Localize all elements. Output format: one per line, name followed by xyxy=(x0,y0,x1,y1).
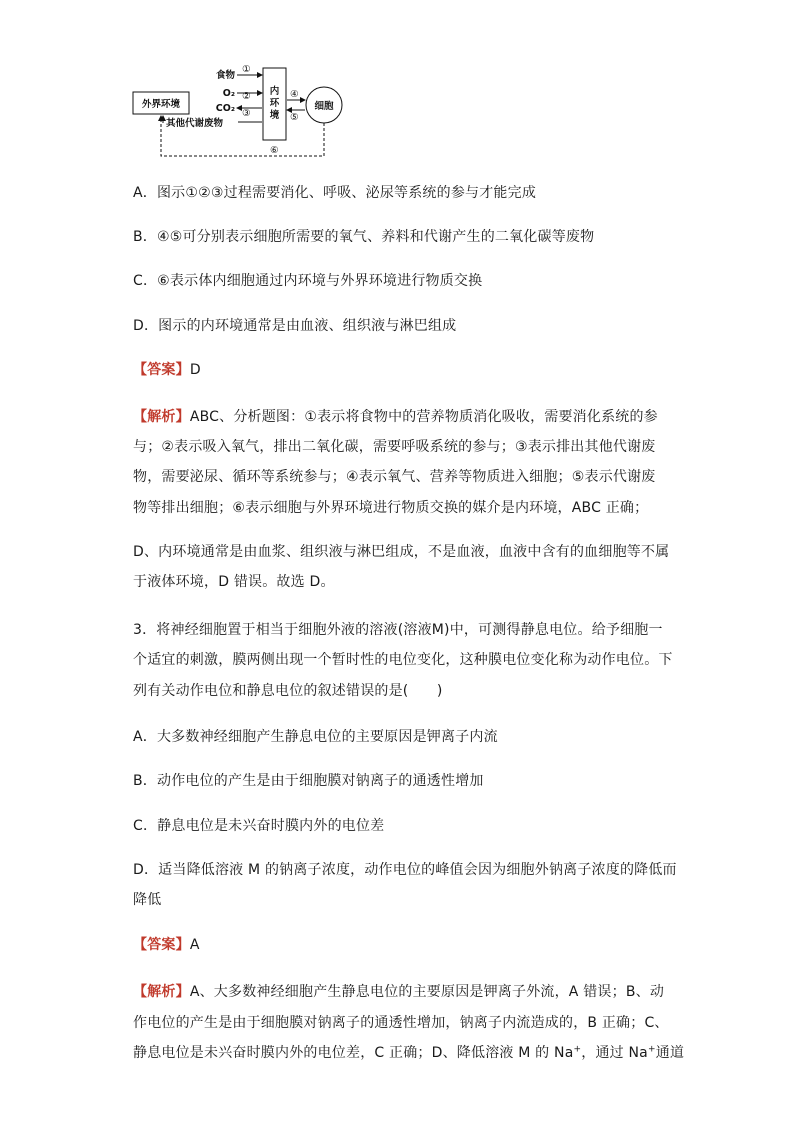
q2-option-c: C．⑥表示体内细胞通过内环境与外界环境进行物质交换 xyxy=(133,273,483,289)
outer-env-label: 外界环境 xyxy=(141,99,181,110)
answer-value: A xyxy=(189,937,200,953)
q2-analysis-line-2: 与；②表示吸入氧气，排出二氧化碳，需要呼吸系统的参与；③表示排出其他代谢废 xyxy=(133,439,656,455)
analysis-text-c: 通道 xyxy=(655,1045,685,1061)
inner-env-char-3: 境 xyxy=(269,110,280,121)
num-2: ② xyxy=(242,91,251,102)
q3-option-a: A．大多数神经细胞产生静息电位的主要原因是钾离子内流 xyxy=(133,729,498,745)
superscript-plus: + xyxy=(647,1044,656,1055)
answer-tag: 【答案】 xyxy=(133,937,190,953)
cell-label: 细胞 xyxy=(314,101,334,112)
q3-option-d-line-2: 降低 xyxy=(133,892,162,908)
q3-answer xyxy=(133,934,673,956)
q2-option-b: B．④⑤可分别表示细胞所需要的氧气、养料和代谢产生的二氧化碳等废物 xyxy=(133,229,595,245)
q2-analysis-line-5: D、内环境通常是由血浆、组织液与淋巴组成，不是血液，血液中含有的血细胞等不属 xyxy=(133,544,670,560)
q2-analysis-line-6: 于液体环境，D 错误。故选 D。 xyxy=(133,574,335,590)
q2-answer xyxy=(133,359,673,381)
num-5: ⑤ xyxy=(290,112,299,123)
q3-analysis-line-2: 作电位的产生是由于细胞膜对钠离子的通透性增加，钠离子内流造成的，B 正确；C、 xyxy=(133,1015,669,1031)
analysis-text: A、大多数神经细胞产生静息电位的主要原因是钾离子外流，A 错误；B、动 xyxy=(189,984,665,1000)
analysis-text: ABC、分析题图：①表示将食物中的营养物质消化吸收，需要消化系统的参 xyxy=(189,409,658,425)
q2-analysis-line-1 xyxy=(133,406,673,428)
inner-env-char-1: 内 xyxy=(269,86,280,97)
q3-option-c: C．静息电位是未兴奋时膜内外的电位差 xyxy=(133,818,385,834)
num-4: ④ xyxy=(290,89,299,100)
o2-label: O₂ xyxy=(222,88,235,99)
num-3: ③ xyxy=(242,108,251,119)
analysis-text-a: 静息电位是未兴奋时膜内外的电位差，C 正确；D、降低溶液 M 的 Na xyxy=(133,1045,574,1061)
food-label: 食物 xyxy=(215,70,235,81)
co2-label: CO₂ xyxy=(215,103,235,114)
q2-analysis-line-4: 物等排出细胞；⑥表示细胞与外界环境进行物质交换的媒介是内环境，ABC 正确； xyxy=(133,500,649,516)
analysis-text-b: ，通过 Na xyxy=(581,1045,648,1061)
num-6: ⑥ xyxy=(270,145,279,156)
q2-option-d: D．图示的内环境通常是由血液、组织液与淋巴组成 xyxy=(133,318,457,334)
analysis-tag: 【解析】 xyxy=(133,409,190,425)
superscript-plus: + xyxy=(573,1044,582,1055)
q3-analysis-line-3 xyxy=(133,1042,685,1064)
q3-option-b: B．动作电位的产生是由于细胞膜对钠离子的通透性增加 xyxy=(133,773,484,789)
q3-analysis-line-1 xyxy=(133,981,673,1003)
q2-analysis-line-3: 物，需要泌尿、循环等系统参与；④表示氧气、营养等物质进入细胞；⑤表示代谢废 xyxy=(133,469,656,485)
q3-stem-line-1: 3．将神经细胞置于相当于细胞外液的溶液(溶液M)中，可测得静息电位。给予细胞一 xyxy=(133,622,663,638)
q3-stem-line-3: 列有关动作电位和静息电位的叙述错误的是( ) xyxy=(133,683,443,699)
diagram-svg xyxy=(130,60,360,160)
answer-value: D xyxy=(189,362,201,378)
waste-label: 其他代谢废物 xyxy=(166,118,224,129)
homeostasis-diagram xyxy=(130,60,360,160)
q3-stem-line-2: 个适宜的刺激，膜两侧出现一个暂时性的电位变化，这种膜电位变化称为动作电位。下 xyxy=(133,652,673,668)
analysis-tag: 【解析】 xyxy=(133,984,190,1000)
q2-option-a: A．图示①②③过程需要消化、呼吸、泌尿等系统的参与才能完成 xyxy=(133,185,537,201)
answer-tag: 【答案】 xyxy=(133,362,190,378)
q3-option-d-line-1: D．适当降低溶液 M 的钠离子浓度，动作电位的峰值会因为细胞外钠离子浓度的降低而 xyxy=(133,862,677,878)
inner-env-char-2: 环 xyxy=(269,98,280,109)
num-1: ① xyxy=(242,64,251,75)
